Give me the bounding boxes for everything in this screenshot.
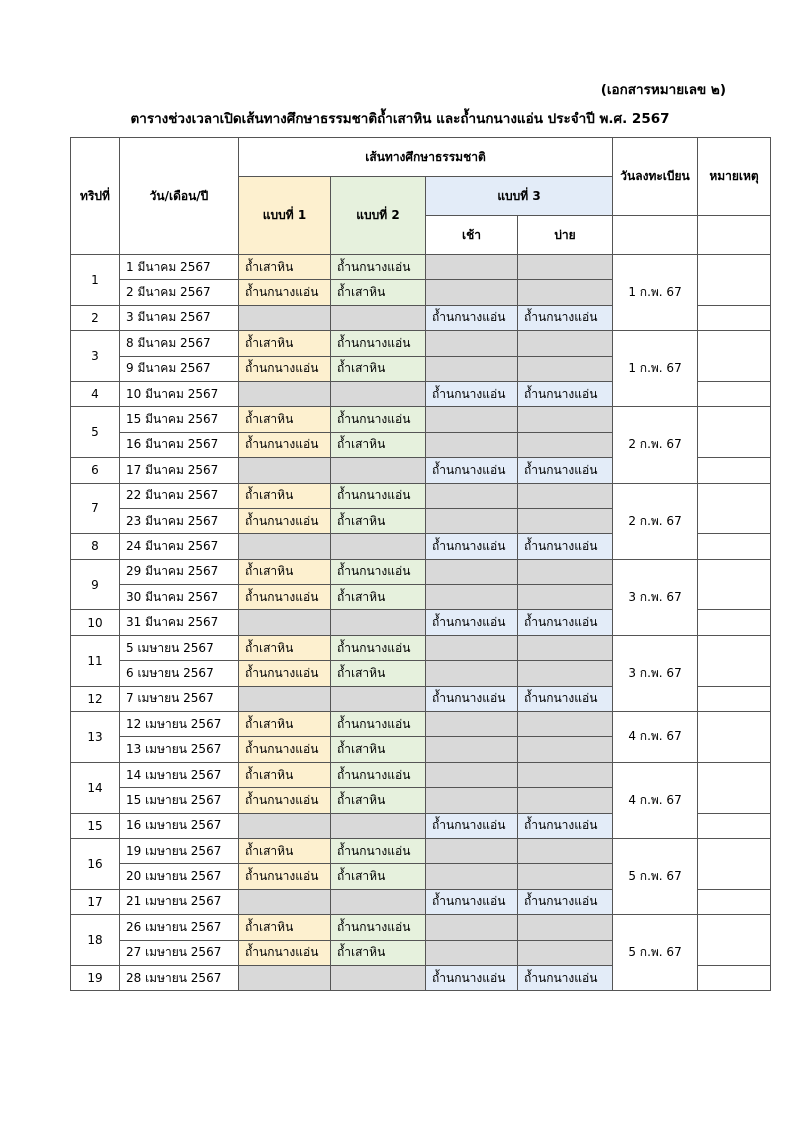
type1-route: ถ้ำนกนางแอ่น	[239, 864, 331, 889]
type2-route: ถ้ำเสาหิน	[331, 661, 426, 686]
table-row	[71, 635, 771, 660]
trip-number: 9	[71, 559, 120, 610]
trip-number: 17	[71, 889, 120, 914]
trip-date: 17 มีนาคม 2567	[120, 458, 239, 483]
header-register-blank	[613, 216, 698, 255]
type3-afternoon-route: ถ้ำนกนางแอ่น	[518, 305, 613, 330]
type1-route: ถ้ำเสาหิน	[239, 559, 331, 584]
type3-afternoon-route: ถ้ำนกนางแอ่น	[518, 686, 613, 711]
trip-date: 23 มีนาคม 2567	[120, 508, 239, 533]
schedule-body	[71, 255, 771, 991]
type3-afternoon-empty	[518, 762, 613, 787]
type3-morning-empty	[426, 356, 518, 381]
type1-route: ถ้ำเสาหิน	[239, 483, 331, 508]
type3-morning-empty	[426, 737, 518, 762]
type1-empty	[239, 610, 331, 635]
type2-route: ถ้ำเสาหิน	[331, 356, 426, 381]
table-row	[71, 331, 771, 356]
type3-afternoon-empty	[518, 788, 613, 813]
type2-empty	[331, 686, 426, 711]
remark-cell	[698, 559, 771, 610]
type2-route: ถ้ำนกนางแอ่น	[331, 712, 426, 737]
type3-morning-route: ถ้ำนกนางแอ่น	[426, 889, 518, 914]
type3-morning-empty	[426, 712, 518, 737]
type3-afternoon-empty	[518, 585, 613, 610]
type3-morning-empty	[426, 635, 518, 660]
trip-date: 31 มีนาคม 2567	[120, 610, 239, 635]
type2-route: ถ้ำเสาหิน	[331, 788, 426, 813]
type3-afternoon-route: ถ้ำนกนางแอ่น	[518, 813, 613, 838]
registration-date: 1 ก.พ. 67	[613, 331, 698, 407]
type2-route: ถ้ำนกนางแอ่น	[331, 331, 426, 356]
trip-date: 15 มีนาคม 2567	[120, 407, 239, 432]
type3-afternoon-empty	[518, 255, 613, 280]
type1-empty	[239, 889, 331, 914]
trip-date: 5 เมษายน 2567	[120, 635, 239, 660]
type3-morning-route: ถ้ำนกนางแอ่น	[426, 965, 518, 990]
trip-date: 2 มีนาคม 2567	[120, 280, 239, 305]
remark-cell	[698, 686, 771, 711]
type3-afternoon-empty	[518, 559, 613, 584]
type2-route: ถ้ำเสาหิน	[331, 864, 426, 889]
type2-route: ถ้ำเสาหิน	[331, 508, 426, 533]
trip-number: 16	[71, 838, 120, 889]
trip-number: 19	[71, 965, 120, 990]
type3-afternoon-empty	[518, 483, 613, 508]
trip-date: 19 เมษายน 2567	[120, 838, 239, 863]
type2-empty	[331, 813, 426, 838]
type3-afternoon-empty	[518, 331, 613, 356]
remark-cell	[698, 381, 771, 406]
header-register: วันลงทะเบียน	[613, 138, 698, 216]
type1-empty	[239, 305, 331, 330]
trip-date: 14 เมษายน 2567	[120, 762, 239, 787]
schedule-table	[70, 137, 771, 991]
trip-number: 11	[71, 635, 120, 686]
type2-empty	[331, 305, 426, 330]
type2-empty	[331, 610, 426, 635]
type2-route: ถ้ำนกนางแอ่น	[331, 483, 426, 508]
trip-number: 13	[71, 712, 120, 763]
type1-route: ถ้ำเสาหิน	[239, 762, 331, 787]
type1-route: ถ้ำเสาหิน	[239, 915, 331, 940]
type2-empty	[331, 381, 426, 406]
type1-route: ถ้ำเสาหิน	[239, 635, 331, 660]
type3-morning-empty	[426, 407, 518, 432]
type3-afternoon-empty	[518, 864, 613, 889]
type3-morning-empty	[426, 585, 518, 610]
type3-morning-route: ถ้ำนกนางแอ่น	[426, 534, 518, 559]
type3-afternoon-empty	[518, 661, 613, 686]
trip-date: 20 เมษายน 2567	[120, 864, 239, 889]
trip-date: 10 มีนาคม 2567	[120, 381, 239, 406]
trip-number: 8	[71, 534, 120, 559]
trip-date: 12 เมษายน 2567	[120, 712, 239, 737]
trip-number: 18	[71, 915, 120, 966]
trip-date: 3 มีนาคม 2567	[120, 305, 239, 330]
table-row	[71, 838, 771, 863]
type3-morning-route: ถ้ำนกนางแอ่น	[426, 610, 518, 635]
type3-afternoon-empty	[518, 737, 613, 762]
document-number: (เอกสารหมายเลข ๒)	[600, 82, 726, 98]
remark-cell	[698, 762, 771, 813]
trip-date: 22 มีนาคม 2567	[120, 483, 239, 508]
trip-date: 16 เมษายน 2567	[120, 813, 239, 838]
trip-date: 8 มีนาคม 2567	[120, 331, 239, 356]
type3-morning-route: ถ้ำนกนางแอ่น	[426, 686, 518, 711]
type3-morning-empty	[426, 838, 518, 863]
table-row	[71, 762, 771, 787]
trip-number: 5	[71, 407, 120, 458]
trip-date: 28 เมษายน 2567	[120, 965, 239, 990]
remark-cell	[698, 712, 771, 763]
type1-empty	[239, 813, 331, 838]
header-type2: แบบที่ 2	[331, 177, 426, 255]
type3-afternoon-empty	[518, 635, 613, 660]
type2-empty	[331, 965, 426, 990]
type3-morning-route: ถ้ำนกนางแอ่น	[426, 458, 518, 483]
type2-route: ถ้ำนกนางแอ่น	[331, 255, 426, 280]
type1-route: ถ้ำเสาหิน	[239, 331, 331, 356]
type1-empty	[239, 458, 331, 483]
type3-morning-route: ถ้ำนกนางแอ่น	[426, 305, 518, 330]
type1-route: ถ้ำเสาหิน	[239, 712, 331, 737]
type3-afternoon-route: ถ้ำนกนางแอ่น	[518, 965, 613, 990]
remark-cell	[698, 305, 771, 330]
remark-cell	[698, 838, 771, 889]
trip-date: 30 มีนาคม 2567	[120, 585, 239, 610]
remark-cell	[698, 534, 771, 559]
type1-route: ถ้ำนกนางแอ่น	[239, 585, 331, 610]
trip-date: 21 เมษายน 2567	[120, 889, 239, 914]
type3-afternoon-empty	[518, 915, 613, 940]
trip-date: 27 เมษายน 2567	[120, 940, 239, 965]
type2-empty	[331, 458, 426, 483]
registration-date: 4 ก.พ. 67	[613, 712, 698, 763]
type3-afternoon-route: ถ้ำนกนางแอ่น	[518, 381, 613, 406]
registration-date: 2 ก.พ. 67	[613, 483, 698, 559]
type1-route: ถ้ำเสาหิน	[239, 838, 331, 863]
type3-morning-empty	[426, 508, 518, 533]
type3-afternoon-empty	[518, 838, 613, 863]
type3-morning-empty	[426, 762, 518, 787]
table-row	[71, 483, 771, 508]
remark-cell	[698, 915, 771, 966]
header-afternoon: บ่าย	[518, 216, 613, 255]
remark-cell	[698, 965, 771, 990]
type3-morning-empty	[426, 331, 518, 356]
type2-route: ถ้ำนกนางแอ่น	[331, 762, 426, 787]
trip-date: 6 เมษายน 2567	[120, 661, 239, 686]
type3-morning-empty	[426, 915, 518, 940]
type2-route: ถ้ำเสาหิน	[331, 432, 426, 457]
type3-afternoon-empty	[518, 432, 613, 457]
type3-afternoon-empty	[518, 508, 613, 533]
type3-morning-empty	[426, 661, 518, 686]
type1-empty	[239, 381, 331, 406]
type2-route: ถ้ำนกนางแอ่น	[331, 838, 426, 863]
type3-morning-empty	[426, 940, 518, 965]
trip-number: 10	[71, 610, 120, 635]
type3-afternoon-empty	[518, 280, 613, 305]
type3-afternoon-empty	[518, 712, 613, 737]
type1-empty	[239, 686, 331, 711]
trip-date: 7 เมษายน 2567	[120, 686, 239, 711]
table-row	[71, 559, 771, 584]
remark-cell	[698, 635, 771, 686]
type3-morning-empty	[426, 280, 518, 305]
header-remark: หมายเหตุ	[698, 138, 771, 216]
trip-date: 29 มีนาคม 2567	[120, 559, 239, 584]
trip-number: 3	[71, 331, 120, 382]
remark-cell	[698, 610, 771, 635]
registration-date: 3 ก.พ. 67	[613, 635, 698, 711]
trip-date: 15 เมษายน 2567	[120, 788, 239, 813]
trip-number: 7	[71, 483, 120, 534]
remark-cell	[698, 331, 771, 382]
trip-date: 9 มีนาคม 2567	[120, 356, 239, 381]
type3-morning-empty	[426, 559, 518, 584]
trip-number: 2	[71, 305, 120, 330]
trip-date: 26 เมษายน 2567	[120, 915, 239, 940]
type3-morning-route: ถ้ำนกนางแอ่น	[426, 813, 518, 838]
type1-empty	[239, 534, 331, 559]
header-date: วัน/เดือน/ปี	[120, 138, 239, 255]
trip-number: 15	[71, 813, 120, 838]
header-remark-blank	[698, 216, 771, 255]
type3-afternoon-empty	[518, 940, 613, 965]
type3-afternoon-empty	[518, 407, 613, 432]
registration-date: 2 ก.พ. 67	[613, 407, 698, 483]
type2-route: ถ้ำเสาหิน	[331, 940, 426, 965]
registration-date: 5 ก.พ. 67	[613, 915, 698, 991]
registration-date: 3 ก.พ. 67	[613, 559, 698, 635]
type3-morning-empty	[426, 255, 518, 280]
type1-route: ถ้ำนกนางแอ่น	[239, 432, 331, 457]
trip-number: 14	[71, 762, 120, 813]
type1-empty	[239, 965, 331, 990]
remark-cell	[698, 407, 771, 458]
remark-cell	[698, 813, 771, 838]
remark-cell	[698, 255, 771, 306]
type2-route: ถ้ำเสาหิน	[331, 585, 426, 610]
type1-route: ถ้ำนกนางแอ่น	[239, 356, 331, 381]
type1-route: ถ้ำนกนางแอ่น	[239, 737, 331, 762]
type2-empty	[331, 889, 426, 914]
type2-route: ถ้ำนกนางแอ่น	[331, 559, 426, 584]
type3-morning-empty	[426, 483, 518, 508]
table-row	[71, 915, 771, 940]
trip-date: 16 มีนาคม 2567	[120, 432, 239, 457]
type2-route: ถ้ำนกนางแอ่น	[331, 407, 426, 432]
trip-number: 4	[71, 381, 120, 406]
trip-number: 12	[71, 686, 120, 711]
type3-afternoon-empty	[518, 356, 613, 381]
table-row	[71, 712, 771, 737]
type2-empty	[331, 534, 426, 559]
registration-date: 1 ก.พ. 67	[613, 255, 698, 331]
remark-cell	[698, 889, 771, 914]
type3-morning-empty	[426, 788, 518, 813]
header-morning: เช้า	[426, 216, 518, 255]
type1-route: ถ้ำเสาหิน	[239, 255, 331, 280]
trip-date: 1 มีนาคม 2567	[120, 255, 239, 280]
type3-morning-route: ถ้ำนกนางแอ่น	[426, 381, 518, 406]
type3-afternoon-route: ถ้ำนกนางแอ่น	[518, 610, 613, 635]
type1-route: ถ้ำนกนางแอ่น	[239, 940, 331, 965]
trip-number: 6	[71, 458, 120, 483]
page-title: ตารางช่วงเวลาเปิดเส้นทางศึกษาธรรมชาติถ้ำเสาหิน และถ้ำนกนางแอ่น ประจำปี พ.ศ. 2567	[130, 111, 670, 127]
trip-date: 24 มีนาคม 2567	[120, 534, 239, 559]
remark-cell	[698, 458, 771, 483]
remark-cell	[698, 483, 771, 534]
header-type3: แบบที่ 3	[426, 177, 613, 216]
type1-route: ถ้ำเสาหิน	[239, 407, 331, 432]
type2-route: ถ้ำเสาหิน	[331, 737, 426, 762]
table-row	[71, 407, 771, 432]
type3-afternoon-route: ถ้ำนกนางแอ่น	[518, 889, 613, 914]
table-row	[71, 255, 771, 280]
registration-date: 4 ก.พ. 67	[613, 762, 698, 838]
type2-route: ถ้ำเสาหิน	[331, 280, 426, 305]
type1-route: ถ้ำนกนางแอ่น	[239, 788, 331, 813]
type3-afternoon-route: ถ้ำนกนางแอ่น	[518, 458, 613, 483]
type3-morning-empty	[426, 864, 518, 889]
header-type1: แบบที่ 1	[239, 177, 331, 255]
type2-route: ถ้ำนกนางแอ่น	[331, 635, 426, 660]
type2-route: ถ้ำนกนางแอ่น	[331, 915, 426, 940]
type1-route: ถ้ำนกนางแอ่น	[239, 508, 331, 533]
header-routes: เส้นทางศึกษาธรรมชาติ	[239, 138, 613, 177]
trip-date: 13 เมษายน 2567	[120, 737, 239, 762]
type1-route: ถ้ำนกนางแอ่น	[239, 661, 331, 686]
trip-number: 1	[71, 255, 120, 306]
type3-afternoon-route: ถ้ำนกนางแอ่น	[518, 534, 613, 559]
registration-date: 5 ก.พ. 67	[613, 838, 698, 914]
type1-route: ถ้ำนกนางแอ่น	[239, 280, 331, 305]
header-trip: ทริปที่	[71, 138, 120, 255]
type3-morning-empty	[426, 432, 518, 457]
